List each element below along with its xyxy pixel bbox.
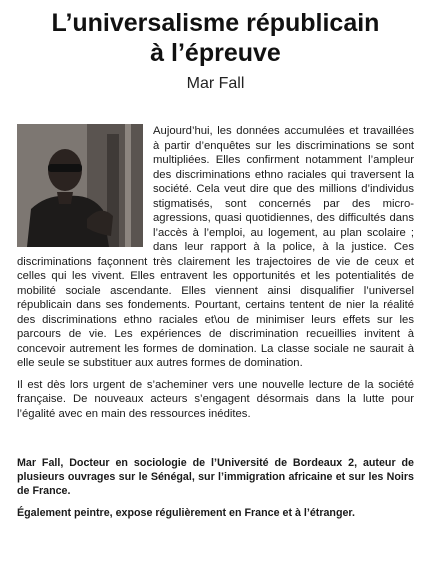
title-line-2: à l’épreuve (150, 39, 281, 67)
bio-paragraph-2: Également peintre, expose régulièrement en France et à l’étranger. (17, 506, 355, 519)
article-title (17, 0, 414, 68)
author-portrait-image (17, 124, 143, 247)
body-paragraph-1: Aujourd’hui, les données accumulées et travaillées à partir d’enquêtes sur les discriminations se sont multipliées. Elles confirment notamment l’ampleur des discriminations ethno raciales qui traversent la société. Cela veut dire que des millions d’individus stigmatisés, sont concernés par des micro-agressions, quasi quotidiennes, des difficultés dans l’accès à l’emploi, au logement, au plan scolaire ; dans leur rapport à la police, à la justice. Ces discriminations façonnent très clairement les trajectoires de vie de ceux et celles qui les vivent. Elles entravent les opportunités et les potentialités de mobilité sociale ascendante. Elles viennent ainsi disqualifier l’universel républicain dans ses fondements. Pourtant, certains tentent de nier la réalité des discriminations ethno raciales et\ou de minimiser leurs effets sur les parcours de vie. Les expériences de discrimination recueillies invitent à concevoir autrement les formes de domination. La classe sociale ne saurait à elle seule se substituer aux autres formes de domination. (17, 125, 414, 369)
bio-paragraph-1: Mar Fall, Docteur en sociologie de l’Université de Bordeaux 2, auteur de plusieurs ouvrages sur le Sénégal, sur l’immigration africaine et sur les Noirs de France. (17, 457, 414, 498)
article-content (17, 124, 414, 428)
author-bio (17, 456, 414, 520)
body-paragraph-2: Il est dès lors urgent de s’acheminer vers une nouvelle lecture de la société française. De nouveaux acteurs s’engagent désormais dans la lutte pour l’égalité avec en main des ressources inédites. (17, 378, 414, 420)
author-photo (17, 124, 143, 247)
author-name: Mar Fall (186, 75, 245, 92)
title-line-1: L’universalisme républicain (51, 9, 380, 37)
